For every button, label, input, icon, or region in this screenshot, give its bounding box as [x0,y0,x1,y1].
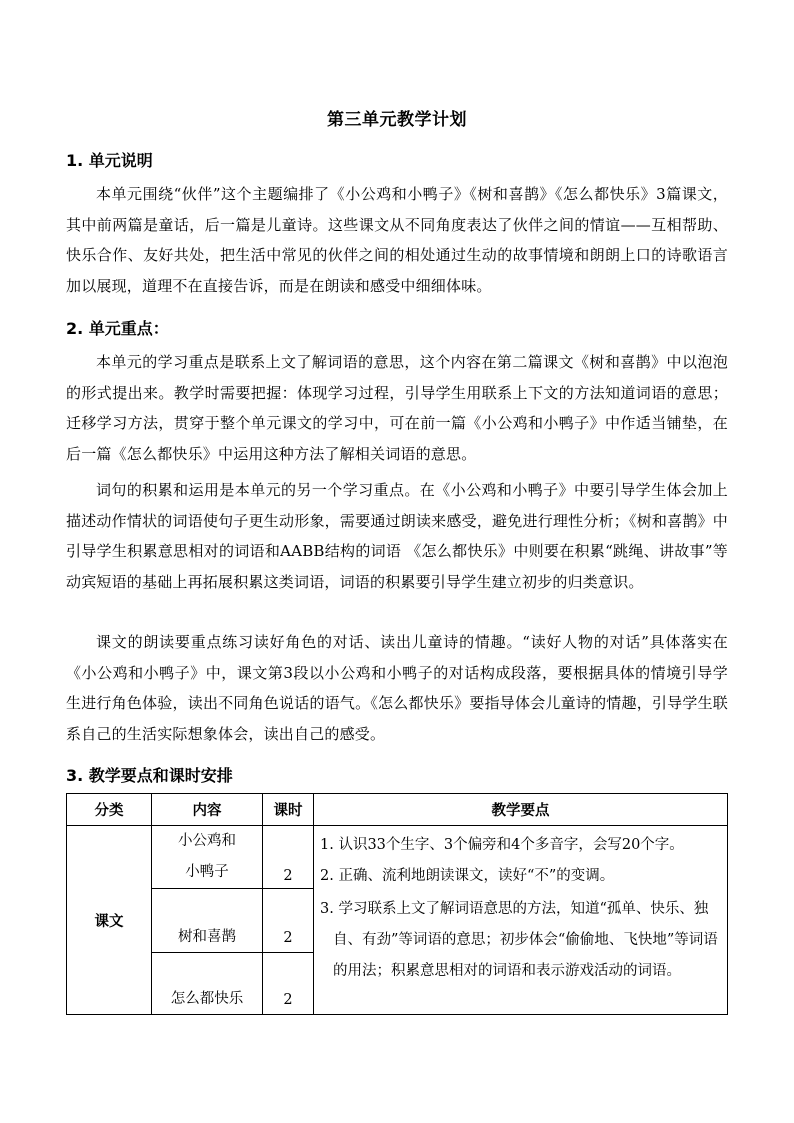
teaching-point: 3. 学习联系上文了解词语意思的方法，知道“孤单、快乐、独自、有劲”等词语的意思；初步体会“偷偷地、飞快地”等词语的用法；积累意思相对的词语和表示游戏活动的词语。 [320,901,718,979]
unit-focus-paragraph-2: 词句的积累和运用是本单元的另一个学习重点。在《小公鸡和小鸭子》中要引导学生体会加上描述动作情状的词语使句子更生动形象，需要通过朗读来感受，避免进行理性分析；《树和喜鹊》中引导学生积累意思相对的词语和AABB结构的词语 《怎么都快乐》中则要在积累“跳绳、讲故事”等动宾短语的基础上再拓展积累这类词语，词语的积累要引导学生建立初步的归类意识。 [66,481,728,591]
teaching-points-cell [314,826,728,1015]
header-teaching-points: 教学要点 [314,794,728,826]
teaching-point: 2. 正确、流利地朗读课文，读好“不”的变调。 [320,868,615,884]
unit-description-paragraph: 本单元围绕“伙伴”这个主题编排了《小公鸡和小鸭子》《树和喜鹊》《怎么都快乐》3篇课文，其中前两篇是童话，后一篇是儿童诗。这些课文从不同角度表达了伙伴之间的情谊——互相帮助、快乐合作、友好共处，把生活中常见的伙伴之间的相处通过生动的故事情境和朗朗上口的诗歌语言加以展现，道理不在直接告诉，而是在朗读和感受中细细体味。 [66,185,728,295]
unit-focus-paragraph-1: 本单元的学习重点是联系上文了解词语的意思，这个内容在第二篇课文《树和喜鹊》中以泡泡的形式提出来。教学时需要把握：体现学习过程，引导学生用联系上下文的方法知道词语的意思；迁移学习方法，贯穿于整个单元课文的学习中，可在前一篇《小公鸡和小鸭子》中作适当铺垫，在后一篇《怎么都快乐》中运用这种方法了解相关词语的意思。 [66,353,728,463]
unit-focus-paragraph-3: 课文的朗读要重点练习读好角色的对话、读出儿童诗的情趣。“读好人物的对话”具体落实在《小公鸡和小鸭子》中，课文第3段以小公鸡和小鸭子的对话构成段落，要根据具体的情境引导学生进行角色体验，读出不同角色说话的语气。《怎么都快乐》要指导体会儿童诗的情趣，引导学生联系自己的生活实际想象体会，读出自己的感受。 [66,633,728,743]
hours-cell: 2 [263,889,314,953]
content-line: 小公鸡和 [178,833,236,849]
teaching-plan-table [66,793,728,1015]
content-cell [152,826,263,889]
table-row [67,826,728,889]
table-header-row [67,794,728,826]
hours-cell: 2 [263,953,314,1015]
header-content: 内容 [152,794,263,826]
category-cell: 课文 [67,826,152,1015]
section-heading-unit-description: 1. 单元说明 [66,151,153,170]
teaching-point: 1. 认识33个生字、3个偏旁和4个多音字，会写20个字。 [320,837,684,853]
content-cell: 怎么都快乐 [152,953,263,1015]
section-heading-unit-focus: 2. 单元重点： [66,319,169,338]
header-category: 分类 [67,794,152,826]
section-heading-teaching-plan: 3. 教学要点和课时安排 [66,766,233,785]
content-cell: 树和喜鹊 [152,889,263,953]
content-line: 小鸭子 [185,864,229,880]
hours-cell: 2 [263,826,314,889]
header-hours: 课时 [263,794,314,826]
page-title: 第三单元教学计划 [327,110,467,130]
